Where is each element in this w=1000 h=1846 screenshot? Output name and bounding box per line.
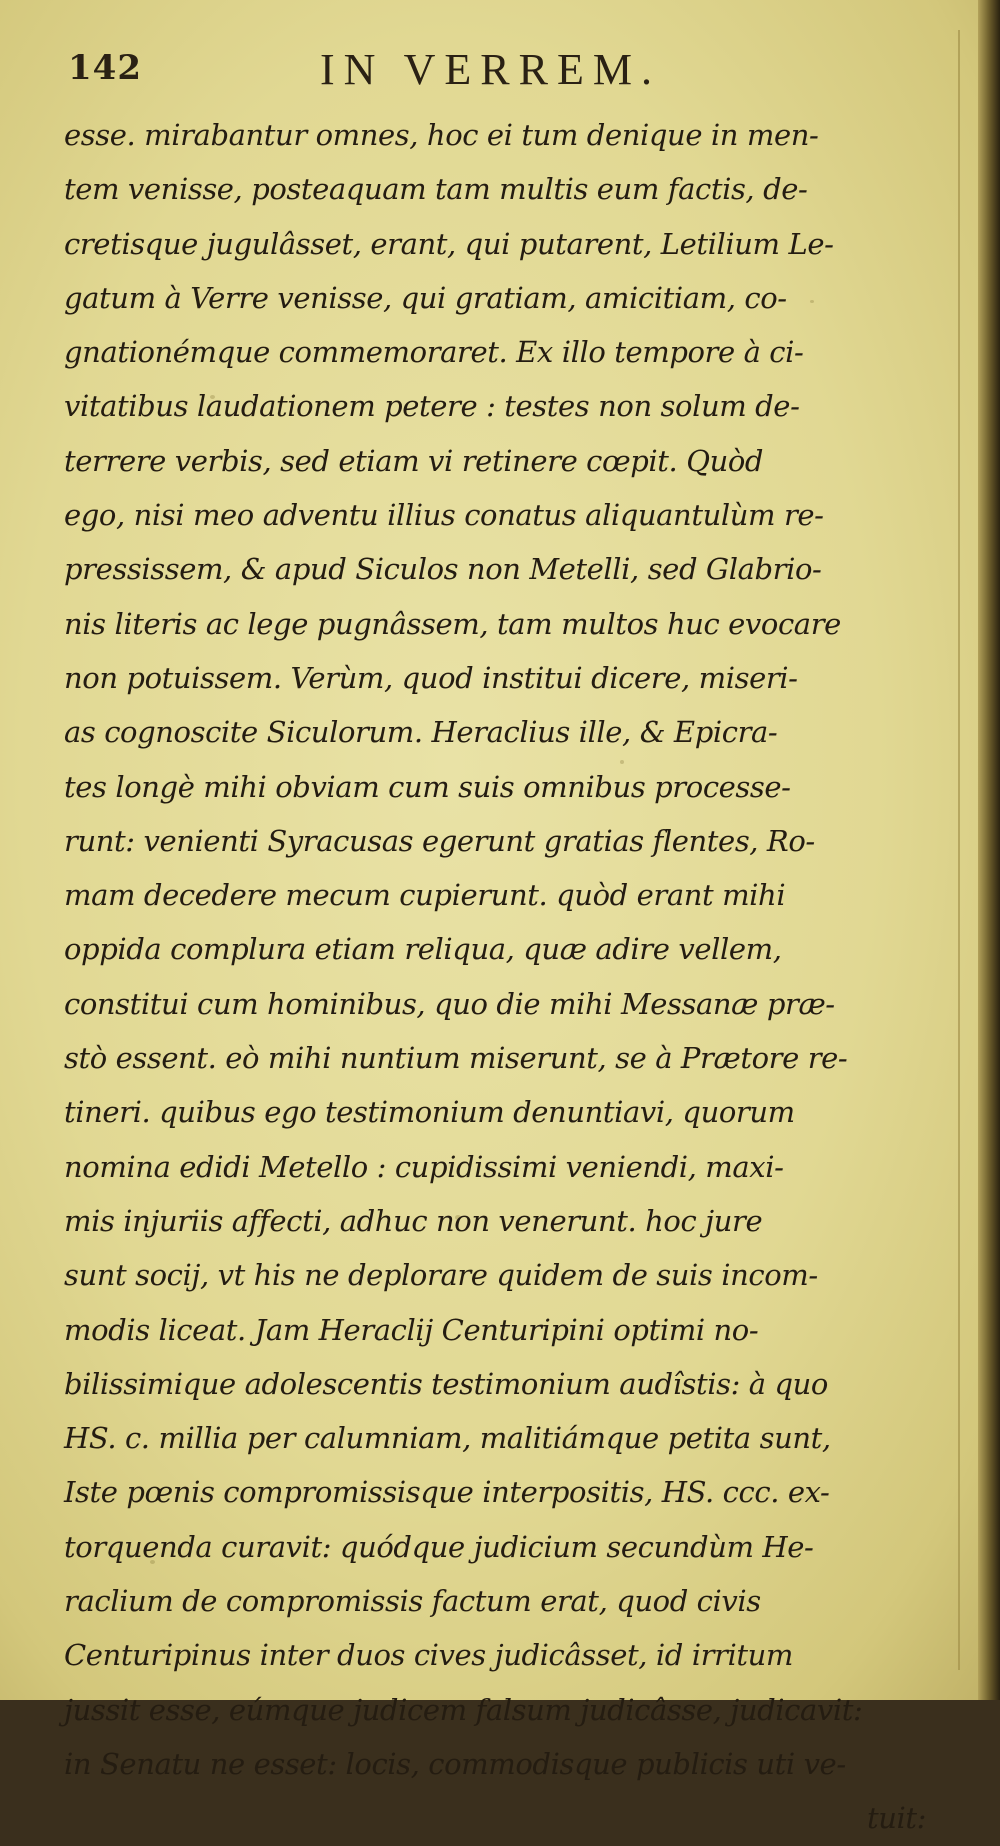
text-line: pressissem, & apud Siculos non Metelli, sed Glabrio- xyxy=(64,552,822,587)
text-line: modis liceat. Jam Heraclij Centuripini optimi no- xyxy=(64,1312,759,1347)
text-line: mam decedere mecum cupierunt. quòd erant mihi xyxy=(64,878,786,913)
text-line: vitatibus laudationem petere : testes non solum de- xyxy=(64,389,800,424)
text-line: HS. c. millia per calumniam, malitiámque petita sunt, xyxy=(64,1421,831,1456)
text-line: gatum à Verre venisse, qui gratiam, amicitiam, co- xyxy=(64,280,787,315)
text-line: tes longè mihi obviam cum suis omnibus processe- xyxy=(64,769,791,804)
text-line: stò essent. eò mihi nuntium miserunt, se à Prætore re- xyxy=(64,1041,848,1076)
text-line: torquenda curavit: quódque judicium secundùm He- xyxy=(64,1529,814,1564)
text-line: Centuripinus inter duos cives judicâsset, id irritum xyxy=(64,1638,794,1673)
page-edge-shadow xyxy=(958,30,960,1670)
text-line: constitui cum hominibus, quo die mihi Messanæ præ- xyxy=(64,986,835,1021)
text-line: as cognoscite Siculorum. Heraclius ille, & Epicra- xyxy=(64,715,778,750)
text-line: bilissimique adolescentis testimonium audîstis: à quo xyxy=(64,1366,828,1401)
text-line: ego, nisi meo adventu illius conatus aliquantulùm re- xyxy=(64,498,824,533)
text-line: cretisque jugulâsset, erant, qui putarent, Letilium Le- xyxy=(64,226,834,261)
text-line: esse. mirabantur omnes, hoc ei tum denique in men- xyxy=(64,118,819,152)
text-line: jussit esse, eúmque judicem falsum judicâsse, judicavit: xyxy=(64,1692,863,1727)
catchword: tuit: xyxy=(866,1801,926,1836)
binding-gutter xyxy=(978,0,1000,1700)
text-line: sunt socij, vt his ne deplorare quidem de suis incom- xyxy=(64,1258,818,1293)
text-line: mis injuriis affecti, adhuc non venerunt. hoc jure xyxy=(64,1203,763,1238)
running-title: IN VERREM. xyxy=(320,45,661,94)
text-line: tineri. quibus ego testimonium denuntiavi, quorum xyxy=(64,1095,795,1130)
text-line: gnationémque commemoraret. Ex illo tempore à ci- xyxy=(64,335,804,370)
text-line: in Senatu ne esset: locis, commodisque publicis uti ve- xyxy=(64,1746,846,1781)
text-line: tem venisse, posteaquam tam multis eum factis, de- xyxy=(64,172,808,207)
text-line: nomina edidi Metello : cupidissimi veniendi, maxi- xyxy=(64,1149,784,1184)
page-number: 142 xyxy=(68,48,142,88)
text-line: oppida complura etiam reliqua, quæ adire vellem, xyxy=(64,932,782,967)
text-line: runt: venienti Syracusas egerunt gratias flentes, Ro- xyxy=(64,823,815,858)
body-text xyxy=(64,108,932,1846)
text-line: Iste pœnis compromissisque interpositis, HS. ccc. ex- xyxy=(64,1475,830,1510)
text-line: nis literis ac lege pugnâssem, tam multos huc evocare xyxy=(64,606,841,641)
text-line: non potuissem. Verùm, quod institui dicere, miseri- xyxy=(64,660,798,695)
text-line: raclium de compromissis factum erat, quod civis xyxy=(64,1584,761,1619)
text-line: terrere verbis, sed etiam vi retinere cœpit. Quòd xyxy=(64,443,764,478)
